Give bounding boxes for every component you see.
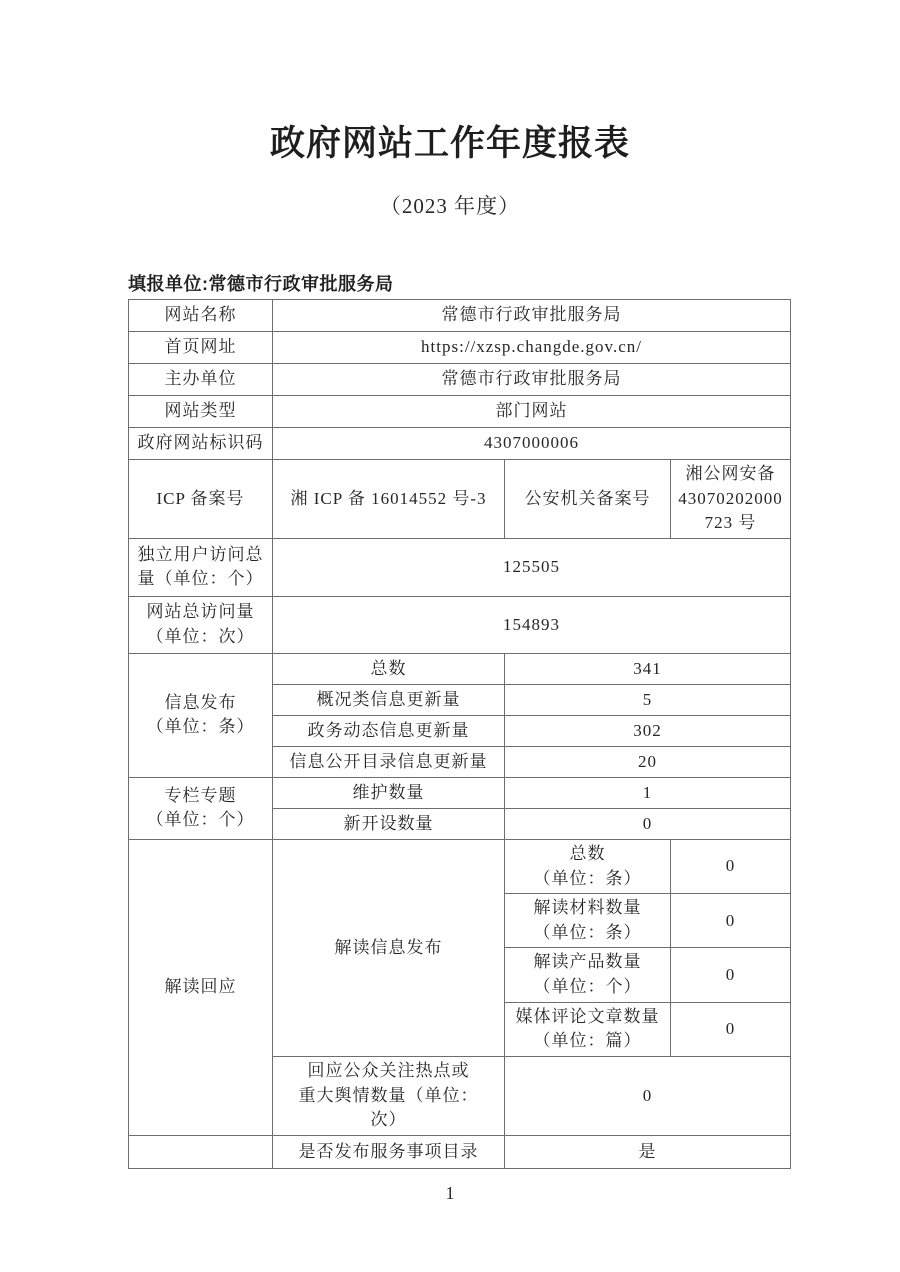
table-row bbox=[129, 332, 791, 364]
site-code-value: 4307000006 bbox=[273, 428, 791, 460]
interp-product-value: 0 bbox=[671, 948, 791, 1002]
icp-label: ICP 备案号 bbox=[129, 460, 273, 539]
table-row bbox=[129, 364, 791, 396]
gov-news-update-label: 政务动态信息更新量 bbox=[273, 715, 505, 746]
site-name-value: 常德市行政审批服务局 bbox=[273, 300, 791, 332]
unique-visitors-value: 125505 bbox=[273, 538, 791, 596]
open-catalog-update-label: 信息公开目录信息更新量 bbox=[273, 746, 505, 777]
unique-visitors-label: 独立用户访问总 量（单位：个） bbox=[129, 538, 273, 596]
table-row bbox=[129, 428, 791, 460]
table-row bbox=[129, 460, 791, 539]
special-columns-group-label: 专栏专题 （单位：个） bbox=[129, 777, 273, 839]
interp-total-label: 总数 （单位：条） bbox=[505, 839, 671, 893]
police-record-label: 公安机关备案号 bbox=[505, 460, 671, 539]
service-catalog-label: 是否发布服务事项目录 bbox=[273, 1135, 505, 1168]
total-visits-label: 网站总访问量 （单位：次） bbox=[129, 596, 273, 653]
police-record-value: 湘公网安备 43070202000 723 号 bbox=[671, 460, 791, 539]
home-url-value: https://xzsp.changde.gov.cn/ bbox=[273, 332, 791, 364]
interp-product-label: 解读产品数量 （单位：个） bbox=[505, 948, 671, 1002]
hotspot-response-label: 回应公众关注热点或 重大舆情数量（单位： 次） bbox=[273, 1057, 505, 1136]
report-year-subtitle: （2023 年度） bbox=[379, 194, 521, 218]
interpretation-publish-label: 解读信息发布 bbox=[273, 839, 505, 1056]
icp-value: 湘 ICP 备 16014552 号-3 bbox=[273, 460, 505, 539]
site-code-label: 政府网站标识码 bbox=[129, 428, 273, 460]
report-unit-label: 填报单位:常德市行政审批服务局 bbox=[128, 274, 394, 294]
table-row bbox=[129, 396, 791, 428]
overview-update-value: 5 bbox=[505, 684, 791, 715]
interp-material-label: 解读材料数量 （单位：条） bbox=[505, 894, 671, 948]
site-type-value: 部门网站 bbox=[273, 396, 791, 428]
annual-report-table bbox=[128, 299, 791, 1169]
table-row bbox=[129, 596, 791, 653]
table-row bbox=[129, 538, 791, 596]
service-catalog-value: 是 bbox=[505, 1135, 791, 1168]
table-row bbox=[129, 777, 791, 808]
table-row bbox=[129, 300, 791, 332]
total-visits-value: 154893 bbox=[273, 596, 791, 653]
hotspot-response-value: 0 bbox=[505, 1057, 791, 1136]
table-row bbox=[129, 839, 791, 893]
info-publish-total-label: 总数 bbox=[273, 653, 505, 684]
site-type-label: 网站类型 bbox=[129, 396, 273, 428]
media-comment-value: 0 bbox=[671, 1002, 791, 1056]
maintained-count-value: 1 bbox=[505, 777, 791, 808]
page-title: 政府网站工作年度报表 bbox=[269, 124, 630, 163]
table-row bbox=[129, 653, 791, 684]
page-number: 1 bbox=[445, 1183, 455, 1203]
overview-update-label: 概况类信息更新量 bbox=[273, 684, 505, 715]
interp-total-value: 0 bbox=[671, 839, 791, 893]
interp-material-value: 0 bbox=[671, 894, 791, 948]
new-count-value: 0 bbox=[505, 808, 791, 839]
empty-cell bbox=[129, 1135, 273, 1168]
table-row bbox=[129, 1135, 791, 1168]
gov-news-update-value: 302 bbox=[505, 715, 791, 746]
organizer-label: 主办单位 bbox=[129, 364, 273, 396]
organizer-value: 常德市行政审批服务局 bbox=[273, 364, 791, 396]
open-catalog-update-value: 20 bbox=[505, 746, 791, 777]
media-comment-label: 媒体评论文章数量 （单位：篇） bbox=[505, 1002, 671, 1056]
new-count-label: 新开设数量 bbox=[273, 808, 505, 839]
info-publish-total-value: 341 bbox=[505, 653, 791, 684]
home-url-label: 首页网址 bbox=[129, 332, 273, 364]
info-publish-group-label: 信息发布 （单位：条） bbox=[129, 653, 273, 777]
interpretation-group-label: 解读回应 bbox=[129, 839, 273, 1135]
maintained-count-label: 维护数量 bbox=[273, 777, 505, 808]
site-name-label: 网站名称 bbox=[129, 300, 273, 332]
